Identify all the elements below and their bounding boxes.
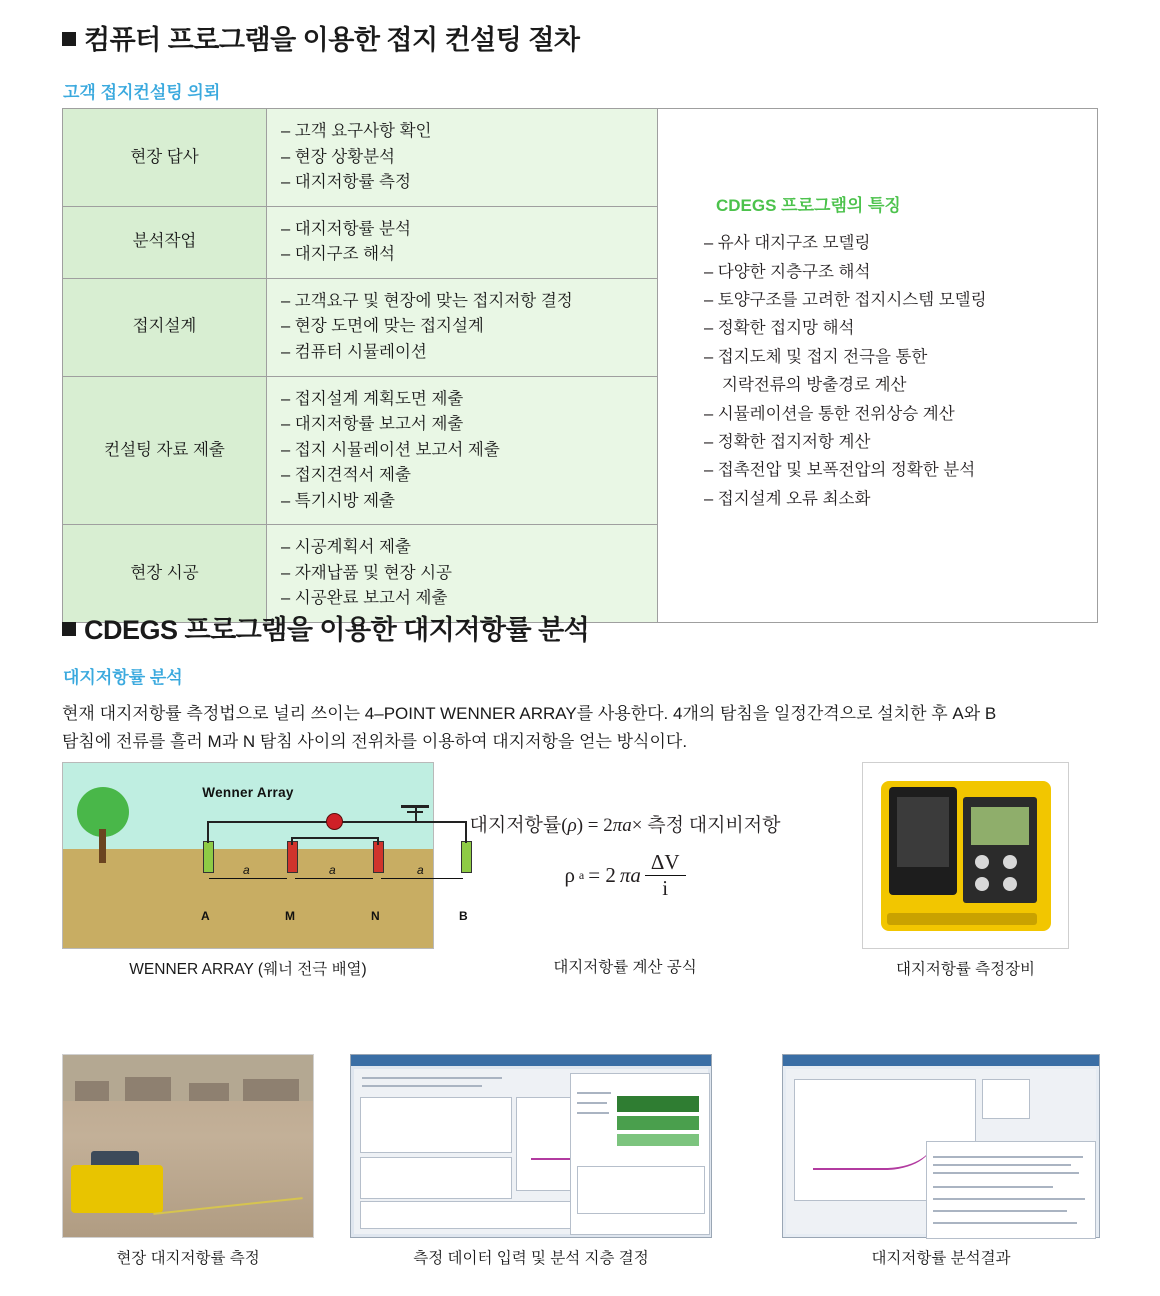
layer-block xyxy=(617,1134,699,1146)
detail-item: – 대지구조 해석 xyxy=(281,245,395,264)
span-label-a3: a xyxy=(417,863,424,877)
meter-knob xyxy=(1003,855,1017,869)
bullet-square-icon xyxy=(62,32,76,46)
electrode-m xyxy=(287,841,298,873)
fraction-denominator: i xyxy=(662,875,669,900)
mn-wire xyxy=(291,837,377,839)
report-line xyxy=(933,1172,1079,1174)
detail-item: – 현장 상황분석 xyxy=(281,147,395,166)
formula-prefix: 대지저항률( xyxy=(469,815,568,837)
feature-item: – 토양구조를 고려한 접지시스템 모델링 xyxy=(704,291,987,310)
feature-list xyxy=(704,229,1073,513)
label-n: N xyxy=(371,909,380,923)
report-line xyxy=(933,1222,1077,1224)
wenner-array-title: Wenner Array xyxy=(202,785,294,800)
detail-item: – 자재납품 및 현장 시공 xyxy=(281,563,452,582)
section1-heading xyxy=(62,18,579,57)
feature-item: – 접지도체 및 접지 전극을 통한 xyxy=(704,347,928,366)
report-line xyxy=(933,1198,1085,1200)
formula-pia-2: πa xyxy=(619,862,641,887)
section1-subheading: 고객 접지컨설팅 의뢰 xyxy=(63,83,221,102)
meter-lid-inner xyxy=(897,797,949,867)
span-a1 xyxy=(209,878,287,879)
wire-m xyxy=(291,837,293,845)
building xyxy=(75,1081,109,1101)
parameters-panel xyxy=(360,1157,512,1199)
window-body xyxy=(354,1069,708,1234)
battery-plate-short xyxy=(407,811,423,813)
formula-equals: = 2 xyxy=(588,862,616,887)
layer-block xyxy=(617,1096,699,1112)
label-m: M xyxy=(285,909,295,923)
soil-data-input-screenshot xyxy=(350,1054,712,1238)
form-line xyxy=(577,1102,607,1104)
meter-knob xyxy=(975,855,989,869)
figure-formula xyxy=(460,762,790,977)
earth-resistance-tester-photo xyxy=(862,762,1069,949)
detail-item: – 대지저항률 분석 xyxy=(281,219,411,238)
meter-node-icon xyxy=(326,813,343,830)
figure-caption: 측정 데이터 입력 및 분석 지층 결정 xyxy=(413,1250,649,1267)
formula-subscript: a xyxy=(578,867,585,882)
detail-cell xyxy=(267,278,658,376)
formula-rho: ρ xyxy=(567,815,577,837)
form-line xyxy=(577,1092,611,1094)
section1-heading-text: 컴퓨터 프로그램을 이용한 접지 컨설팅 절차 xyxy=(84,25,580,55)
window-title-bar xyxy=(783,1055,1099,1066)
electrode-n xyxy=(373,841,384,873)
building xyxy=(243,1079,299,1101)
detail-item: – 특기시방 제출 xyxy=(281,491,395,510)
detail-item: – 접지 시뮬레이션 보고서 제출 xyxy=(281,440,500,459)
battery-plate-long xyxy=(401,805,429,808)
tree-trunk-icon xyxy=(99,829,106,863)
figure-caption: 대지저항률 측정장비 xyxy=(895,961,1036,978)
stage-cell: 분석작업 xyxy=(63,206,267,278)
layer-block xyxy=(617,1116,699,1130)
consulting-process-table xyxy=(62,108,1098,623)
label-b: B xyxy=(459,909,468,923)
detail-item: – 시공완료 보고서 제출 xyxy=(281,589,448,608)
figure-caption: 대지저항률 분석결과 xyxy=(871,1250,1011,1267)
figure-analysis-result xyxy=(782,1054,1100,1268)
building xyxy=(189,1083,229,1101)
section2-paragraph xyxy=(62,700,1098,755)
report-line xyxy=(933,1164,1071,1166)
feature-item: – 시뮬레이션을 통한 전위상승 계산 xyxy=(704,404,955,423)
feature-item: – 다양한 지층구조 해석 xyxy=(704,262,871,281)
form-line xyxy=(362,1085,482,1087)
stage-cell: 현장 시공 xyxy=(63,525,267,623)
figure-data-input xyxy=(350,1054,712,1268)
formula-line-2 xyxy=(564,851,685,898)
stage-cell: 현장 답사 xyxy=(63,109,267,207)
plot-curve xyxy=(813,1098,933,1170)
legend-panel xyxy=(982,1079,1030,1119)
detail-item: – 시공계획서 제출 xyxy=(281,538,411,557)
formula-times: × 측정 대지비저항 xyxy=(631,815,781,837)
detail-cell xyxy=(267,376,658,525)
formula-rho-a: ρ xyxy=(564,862,575,887)
building xyxy=(125,1077,171,1101)
detail-cell xyxy=(267,206,658,278)
section2-heading-text: CDEGS 프로그램을 이용한 대지저항률 분석 xyxy=(84,615,590,645)
span-label-a1: a xyxy=(243,863,250,877)
table-row xyxy=(63,109,1098,207)
feature-item: – 접촉전압 및 보폭전압의 정확한 분석 xyxy=(704,461,976,480)
figure-wenner-array xyxy=(62,762,468,979)
fraction-numerator: ΔV xyxy=(645,851,686,875)
electrode-a xyxy=(203,841,214,873)
options-panel xyxy=(360,1097,512,1153)
data-table xyxy=(360,1201,592,1229)
yellow-equipment xyxy=(71,1165,163,1213)
paragraph-line: 현재 대지저항률 측정법으로 널리 쓰이는 4–POINT WENNER ARRAY를 사용한다. 4개의 탐침을 일정간격으로 설치한 후 A와 B xyxy=(62,704,997,723)
detail-item: – 대지저항률 측정 xyxy=(281,173,411,192)
field-measurement-photo xyxy=(62,1054,314,1238)
meter-knob xyxy=(975,877,989,891)
wire-a xyxy=(207,821,209,843)
resistivity-formula xyxy=(460,762,790,947)
report-window xyxy=(926,1141,1096,1239)
wenner-array-illustration xyxy=(62,762,468,949)
report-line xyxy=(933,1186,1053,1188)
window-body xyxy=(786,1069,1096,1234)
detail-item: – 컴퓨터 시뮬레이션 xyxy=(281,342,427,361)
formula-fraction xyxy=(645,851,686,898)
stage-cell: 컨설팅 자료 제출 xyxy=(63,376,267,525)
form-line xyxy=(577,1112,609,1114)
stage-cell: 접지설계 xyxy=(63,278,267,376)
formula-pia: πa xyxy=(612,815,632,837)
meter-handle xyxy=(887,913,1037,925)
detail-item: – 고객 요구사항 확인 xyxy=(281,122,432,140)
measurement-cable xyxy=(153,1197,302,1215)
figure-meter xyxy=(862,762,1069,979)
section2-subheading: 대지저항률 분석 xyxy=(63,668,183,687)
formula-mid: ) = 2 xyxy=(576,815,613,837)
formula-line-1 xyxy=(469,810,780,837)
feature-item: – 유사 대지구조 모델링 xyxy=(704,234,871,253)
feature-item: – 정확한 접지저항 계산 xyxy=(704,432,871,451)
feature-title: CDEGS 프로그램의 특징 xyxy=(716,196,901,215)
detail-item: – 고객요구 및 현장에 맞는 접지저항 결정 xyxy=(281,291,573,310)
soil-type-window xyxy=(570,1073,710,1235)
feature-item: – 접지설계 오류 최소화 xyxy=(704,489,871,508)
span-label-a2: a xyxy=(329,863,336,877)
report-line xyxy=(933,1156,1083,1158)
figure-caption: 대지저항률 계산 공식 xyxy=(553,959,697,976)
meter-display xyxy=(971,807,1029,845)
feature-item-cont: 지락전류의 방출경로 계산 xyxy=(722,376,907,395)
section2-heading xyxy=(62,608,589,647)
detail-item: – 현장 도면에 맞는 접지설계 xyxy=(281,317,484,336)
figure-caption: WENNER ARRAY (웨너 전극 배열) xyxy=(129,961,367,978)
label-a: A xyxy=(201,909,210,923)
bullet-square-icon xyxy=(62,622,76,636)
window-title-bar xyxy=(351,1055,711,1066)
form-line xyxy=(362,1077,502,1079)
detail-item: – 대지저항률 보고서 제출 xyxy=(281,415,464,434)
figure-field-measurement xyxy=(62,1054,314,1268)
detail-item: – 접지견적서 제출 xyxy=(281,466,411,485)
wire-n xyxy=(377,837,379,845)
feature-item: – 정확한 접지망 해석 xyxy=(704,319,855,338)
detail-item: – 접지설계 계획도면 제출 xyxy=(281,389,464,408)
figure-caption: 현장 대지저항률 측정 xyxy=(116,1250,260,1267)
detail-cell xyxy=(267,109,658,207)
span-a3 xyxy=(381,878,463,879)
paragraph-line: 탐침에 전류를 흘러 M과 N 탐침 사이의 전위차를 이용하여 대지저항을 얻는 방식이다. xyxy=(62,731,688,751)
report-line xyxy=(933,1210,1067,1212)
analysis-result-screenshot xyxy=(782,1054,1100,1238)
span-a2 xyxy=(295,878,373,879)
cdegs-feature-cell xyxy=(658,109,1098,623)
meter-knob xyxy=(1003,877,1017,891)
characteristic-values-table xyxy=(577,1166,705,1214)
